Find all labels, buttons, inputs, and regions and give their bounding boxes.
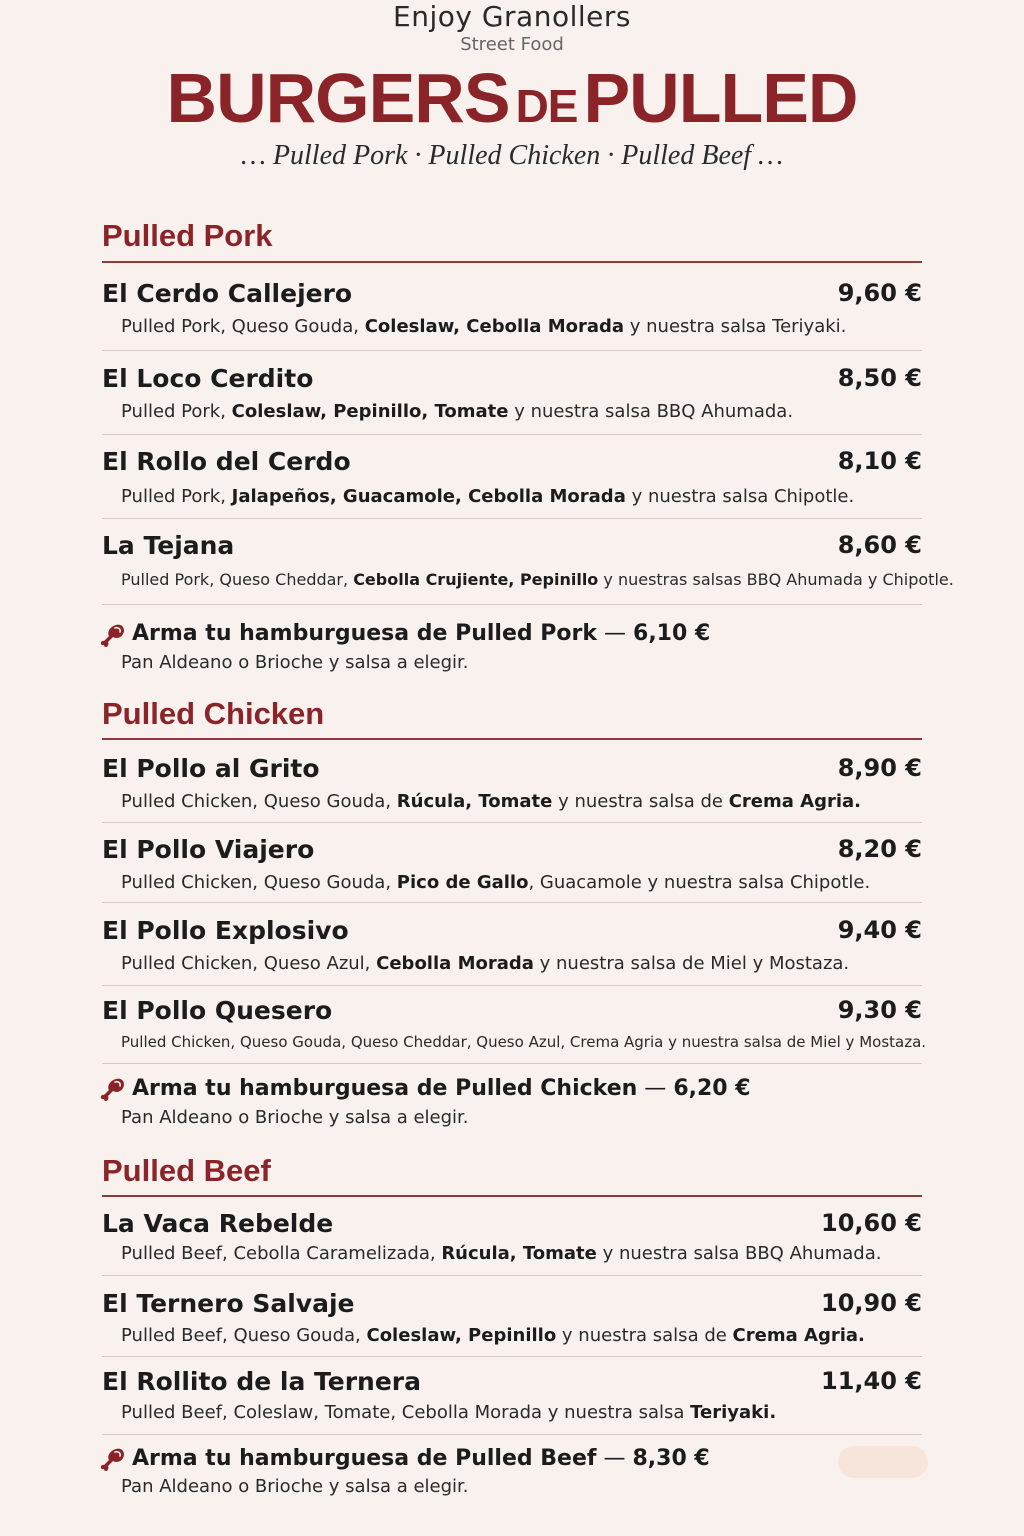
description-text: y nuestra salsa de: [556, 1325, 733, 1346]
menu-item-description: [121, 1402, 776, 1423]
description-text: Pulled Chicken, Queso Gouda,: [121, 872, 397, 893]
menu-item-price: 8,10 €: [837, 447, 922, 475]
highlight-ingredient: Rúcula, Tomate: [396, 791, 553, 812]
menu-item-name: El Rollito de la Ternera: [102, 1367, 421, 1396]
item-divider: [102, 434, 922, 435]
brand-subtitle: Street Food: [460, 34, 564, 55]
build-your-own-description: Pan Aldeano o Brioche y salsa a elegir.: [121, 652, 469, 673]
title-part-1: BURGERS: [166, 59, 510, 137]
menu-item-price: 9,30 €: [837, 996, 922, 1024]
menu-item-description: [121, 953, 849, 974]
highlight-ingredient: Teriyaki.: [690, 1402, 777, 1423]
section-divider: [102, 261, 922, 263]
description-text: y nuestra salsa BBQ Ahumada.: [508, 401, 794, 422]
menu-item-name: La Vaca Rebelde: [102, 1209, 334, 1238]
drumstick-icon: [100, 622, 126, 650]
menu-item-description: [121, 791, 861, 812]
description-text: Pulled Beef, Cebolla Caramelizada,: [121, 1243, 442, 1264]
menu-item-name: El Rollo del Cerdo: [102, 447, 351, 476]
item-divider: [102, 822, 922, 823]
highlight-ingredient: Crema Agria.: [732, 1325, 865, 1346]
menu-item-description: [121, 1325, 865, 1346]
menu-item-price: 8,90 €: [837, 754, 922, 782]
menu-item-description: [121, 1033, 926, 1051]
highlight-ingredient: Coleslaw, Pepinillo, Tomate: [231, 401, 509, 422]
section-divider: [102, 738, 922, 740]
item-divider: [102, 985, 922, 986]
menu-item-name: El Pollo Viajero: [102, 835, 315, 864]
highlight-ingredient: Cebolla Crujiente, Pepinillo: [353, 570, 599, 589]
item-divider: [102, 1434, 922, 1435]
build-your-own-price: 8,30 €: [632, 1446, 710, 1471]
drumstick-icon: [100, 1076, 126, 1104]
title-de: DE: [515, 80, 578, 132]
description-text: y nuestras salsas BBQ Ahumada y Chipotle.: [598, 570, 954, 589]
menu-item-price: 10,60 €: [821, 1209, 922, 1237]
item-divider: [102, 902, 922, 903]
highlight-ingredient: Crema Agria.: [728, 791, 862, 812]
menu-item-name: El Pollo Explosivo: [102, 916, 349, 945]
description-text: Pulled Pork,: [121, 486, 232, 507]
page-title: [0, 58, 1024, 146]
menu-item-price: 8,20 €: [837, 835, 922, 863]
drumstick-icon: [100, 1446, 126, 1474]
smudge-mark: [838, 1446, 928, 1478]
build-your-own-label: Arma tu hamburguesa de Pulled Pork: [132, 621, 598, 646]
build-your-own-line: [132, 621, 710, 646]
menu-item-name: El Pollo Quesero: [102, 996, 333, 1025]
menu-item-description: [121, 1243, 881, 1264]
menu-item-price: 10,90 €: [821, 1289, 922, 1317]
item-divider: [102, 350, 922, 351]
section-title: Pulled Chicken: [102, 696, 325, 731]
section-divider: [102, 1195, 922, 1197]
item-divider: [102, 1356, 922, 1357]
item-divider: [102, 518, 922, 519]
build-your-own-description: Pan Aldeano o Brioche y salsa a elegir.: [121, 1476, 469, 1497]
menu-item-description: [121, 401, 793, 422]
build-your-own-label: Arma tu hamburguesa de Pulled Chicken: [132, 1076, 638, 1101]
menu-item-description: [121, 316, 846, 337]
description-text: Pulled Pork, Queso Cheddar,: [121, 570, 354, 589]
highlight-ingredient: Rúcula, Tomate: [441, 1243, 597, 1264]
page-subtitle: … Pulled Pork · Pulled Chicken · Pulled Beef …: [241, 140, 783, 171]
description-text: y nuestra salsa de: [552, 791, 729, 812]
description-text: Pulled Pork, Queso Gouda,: [121, 316, 365, 337]
menu-item-description: [121, 486, 854, 507]
menu-item-name: El Pollo al Grito: [102, 754, 320, 783]
menu-item-price: 8,60 €: [837, 531, 922, 559]
build-your-own-description: Pan Aldeano o Brioche y salsa a elegir.: [121, 1107, 469, 1128]
menu-item-price: 9,40 €: [837, 916, 922, 944]
build-your-own-line: [132, 1446, 710, 1471]
dash-separator: —: [637, 1076, 674, 1101]
highlight-ingredient: Coleslaw, Cebolla Morada: [364, 316, 625, 337]
menu-item-price: 9,60 €: [837, 279, 922, 307]
item-divider: [102, 1275, 922, 1276]
menu-item-name: La Tejana: [102, 531, 235, 560]
description-text: y nuestra salsa Teriyaki.: [624, 316, 847, 337]
menu-item-description: [121, 570, 954, 589]
menu-item-name: El Cerdo Callejero: [102, 279, 353, 308]
build-your-own-price: 6,20 €: [673, 1076, 751, 1101]
item-divider: [102, 1063, 922, 1064]
description-text: Pulled Beef, Coleslaw, Tomate, Cebolla Morada y nuestra salsa: [121, 1402, 691, 1423]
dash-separator: —: [596, 1446, 633, 1471]
description-text: , Guacamole y nuestra salsa Chipotle.: [528, 872, 871, 893]
description-text: Pulled Chicken, Queso Azul,: [121, 953, 377, 974]
build-your-own-label: Arma tu hamburguesa de Pulled Beef: [132, 1446, 597, 1471]
description-text: y nuestra salsa de Miel y Mostaza.: [533, 953, 850, 974]
menu-item-name: El Ternero Salvaje: [102, 1289, 355, 1318]
highlight-ingredient: Pico de Gallo: [396, 872, 529, 893]
menu-item-name: El Loco Cerdito: [102, 364, 314, 393]
menu-item-description: [121, 872, 870, 893]
build-your-own-price: 6,10 €: [633, 621, 711, 646]
description-text: Pulled Chicken, Queso Gouda, Queso Cheddar, Queso Azul, Crema Agria y nuestra salsa de Miel y Mostaza.: [121, 1033, 927, 1051]
title-part-2: PULLED: [583, 59, 858, 137]
menu-item-price: 8,50 €: [837, 364, 922, 392]
item-divider: [102, 604, 922, 605]
dash-separator: —: [597, 621, 634, 646]
description-text: y nuestra salsa Chipotle.: [625, 486, 855, 507]
highlight-ingredient: Coleslaw, Pepinillo: [366, 1325, 557, 1346]
section-title: Pulled Pork: [102, 218, 273, 253]
highlight-ingredient: Cebolla Morada: [376, 953, 534, 974]
build-your-own-line: [132, 1076, 751, 1101]
description-text: Pulled Chicken, Queso Gouda,: [121, 791, 397, 812]
brand-name: Enjoy Granollers: [393, 0, 631, 33]
menu-item-price: 11,40 €: [821, 1367, 922, 1395]
description-text: Pulled Beef, Queso Gouda,: [121, 1325, 367, 1346]
description-text: y nuestra salsa BBQ Ahumada.: [596, 1243, 882, 1264]
highlight-ingredient: Jalapeños, Guacamole, Cebolla Morada: [231, 486, 626, 507]
section-title: Pulled Beef: [102, 1153, 271, 1188]
description-text: Pulled Pork,: [121, 401, 232, 422]
